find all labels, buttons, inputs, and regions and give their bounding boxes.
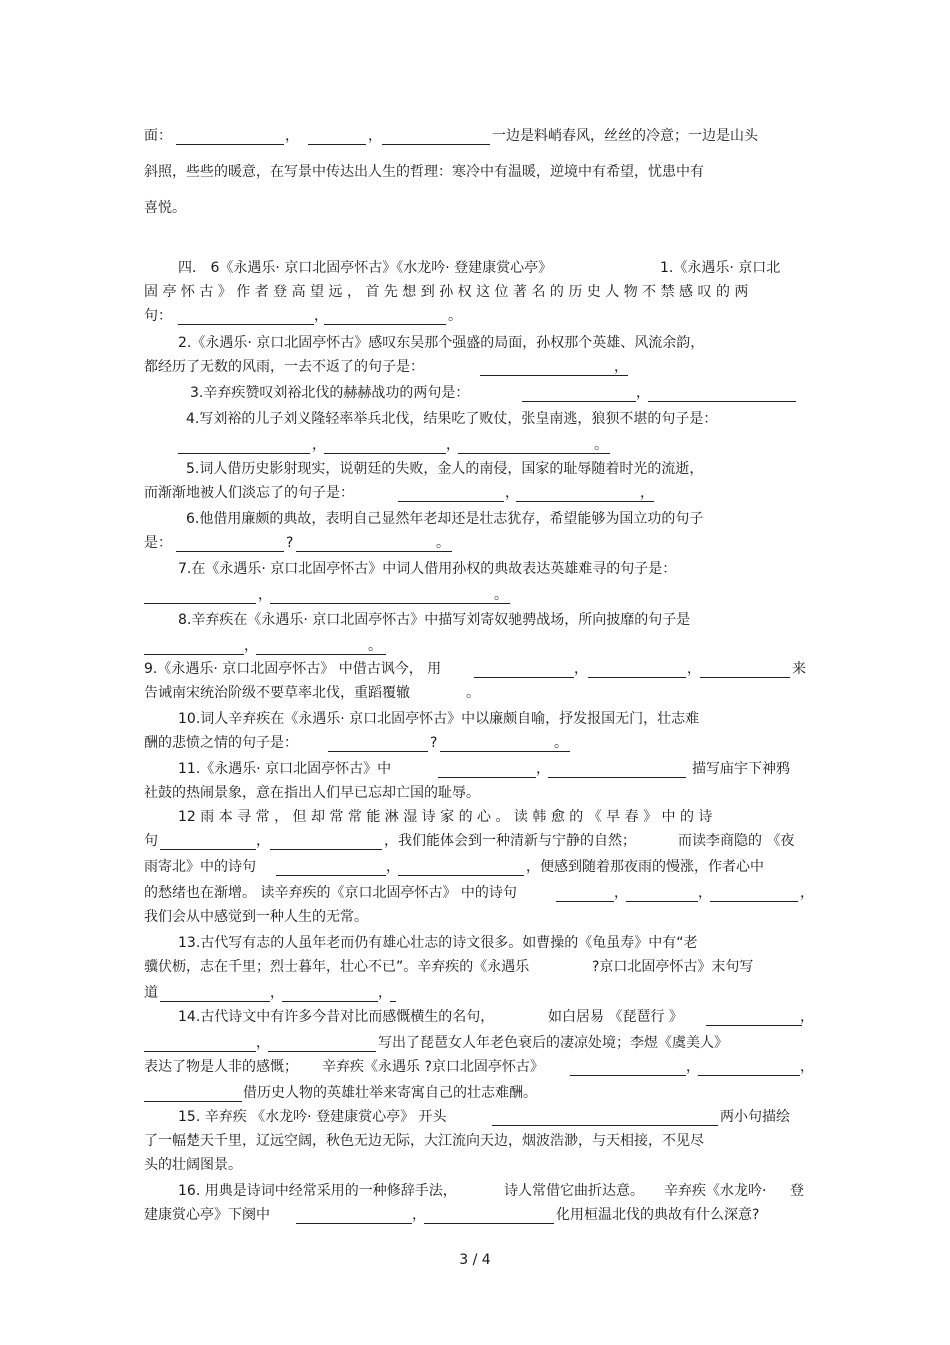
- text-line: 头的壮阔图景。: [144, 1157, 242, 1173]
- answer-blank[interactable]: [474, 677, 574, 678]
- text-line: 。: [554, 735, 568, 751]
- text-line: ，: [378, 985, 392, 1001]
- answer-blank[interactable]: [438, 777, 536, 778]
- text-line: 而渐渐地被人们淡忘了的句子是：: [144, 485, 354, 501]
- answer-blank[interactable]: [268, 1051, 376, 1052]
- text-line: ，: [574, 661, 588, 677]
- text-line: ，我们能体会到一种清新与宁静的自然；: [384, 833, 636, 849]
- answer-blank[interactable]: [328, 751, 428, 752]
- answer-blank[interactable]: [160, 849, 256, 850]
- text-line: ，: [258, 587, 272, 603]
- text-line: ，便感到随着那夜雨的慢涨，作者心中: [526, 859, 764, 875]
- answer-blank[interactable]: [324, 324, 446, 325]
- answer-blank[interactable]: [480, 375, 628, 376]
- text-line: 14.古代诗文中有许多今昔对比而感慨横生的名句，: [178, 1009, 495, 1025]
- text-line: ，: [368, 128, 382, 144]
- text-line: 如白居易 《琵琶行 》: [548, 1009, 683, 1025]
- text-line: ，: [256, 1035, 270, 1051]
- text-line: 两小句描绘: [720, 1109, 790, 1125]
- text-line: 8.辛弃疾在《永遇乐· 京口北固亭怀古》中描写刘寄奴驰骋战场，所向披靡的句子是: [178, 612, 691, 628]
- answer-blank[interactable]: [440, 751, 570, 752]
- text-line: 6.他借用廉颇的典故，表明自己显然年老却还是壮志犹存，希望能够为国立功的句子: [186, 511, 704, 527]
- text-line: 。: [368, 638, 382, 654]
- text-line: ?: [430, 735, 438, 751]
- text-line: ，: [686, 1059, 700, 1075]
- text-line: 12 雨 本 寻 常 ， 但 却 常 常 能 淋 湿 诗 家 的 心 。 读 韩 愈 的 《 早 春 》 中 的 诗: [178, 809, 713, 825]
- text-line: ，: [505, 485, 519, 501]
- answer-blank[interactable]: [516, 501, 654, 502]
- answer-blank[interactable]: [144, 1051, 256, 1052]
- text-line: ，: [698, 885, 712, 901]
- text-line: ，: [446, 437, 460, 453]
- text-line: 9.《永遇乐· 京口北固亭怀古》 中借古讽今， 用: [144, 661, 442, 677]
- text-line: 的愁绪也在渐增。 读辛弃疾的《京口北固亭怀古》 中的诗句: [144, 885, 517, 901]
- text-line: 3.辛弃疾赞叹刘裕北伐的赫赫战功的两句是：: [190, 385, 470, 401]
- answer-blank[interactable]: [176, 551, 284, 552]
- text-line: ，: [536, 761, 550, 777]
- text-line: 一边是料峭春风，丝丝的冷意；一边是山头: [492, 128, 758, 144]
- answer-blank[interactable]: [176, 144, 284, 145]
- answer-blank[interactable]: [382, 144, 490, 145]
- text-line: 10.词人辛弃疾在《永遇乐· 京口北固亭怀古》中以廉颇自喻，抒发报国无门，壮志难: [178, 711, 700, 727]
- text-line: 句：: [144, 308, 172, 324]
- text-line: 描写庙宇下神鸦: [692, 761, 790, 777]
- text-line: 辛弃疾《永遇乐 ?京口北固亭怀古》: [322, 1059, 544, 1075]
- answer-blank[interactable]: [144, 654, 244, 655]
- text-line: ，: [285, 128, 299, 144]
- text-line: ，: [412, 1207, 426, 1223]
- answer-blank[interactable]: [556, 901, 614, 902]
- text-line: 。: [594, 437, 608, 453]
- text-line: ，: [800, 1059, 814, 1075]
- answer-blank[interactable]: [648, 401, 796, 402]
- answer-blank[interactable]: [548, 777, 686, 778]
- text-line: 1.《永遇乐· 京口北: [660, 260, 781, 276]
- text-line: 13.古代写有志的人虽年老而仍有雄心壮志的诗文很多。如曹操的《龟虽寿》中有“老: [178, 935, 698, 951]
- text-line: 道: [144, 985, 158, 1001]
- answer-blank[interactable]: [700, 677, 790, 678]
- text-line: 来: [792, 661, 806, 677]
- text-line: 了一幅楚天千里，辽远空阔，秋色无边无际，大江流向天边，烟波浩渺，与天相接，不见尽: [144, 1133, 704, 1149]
- text-line: 建康赏心亭》下阕中: [144, 1207, 270, 1223]
- text-line: 诗人常借它曲折达意。: [504, 1183, 644, 1199]
- text-line: 。: [436, 535, 450, 551]
- text-line: 2.《永遇乐· 京口北固亭怀古》感叹东吴那个强盛的局面，孙权那个英雄、风流余韵，: [178, 335, 705, 351]
- text-line: 7.在《永遇乐· 京口北固亭怀古》中词人借用孙权的典故表达英雄难寻的句子是：: [178, 561, 677, 577]
- text-line: 登: [790, 1183, 804, 1199]
- answer-blank[interactable]: [270, 603, 510, 604]
- answer-blank[interactable]: [492, 1125, 718, 1126]
- answer-blank[interactable]: [570, 1075, 686, 1076]
- text-line: ，: [244, 638, 258, 654]
- answer-blank[interactable]: [296, 1223, 412, 1224]
- page-number: 3 / 4: [459, 1252, 491, 1268]
- text-line: 面：: [144, 128, 172, 144]
- answer-blank[interactable]: [398, 875, 524, 876]
- text-line: ，: [314, 308, 328, 324]
- answer-blank[interactable]: [324, 453, 446, 454]
- text-line: 我们会从中感觉到一种人生的无常。: [144, 909, 368, 925]
- text-line: ，: [614, 359, 628, 375]
- text-line: 4.写刘裕的儿子刘义隆轻率举兵北伐，结果吃了败仗，张皇南逃，狼狈不堪的句子是：: [186, 411, 718, 427]
- answer-blank[interactable]: [178, 324, 314, 325]
- text-line: 都经历了无数的风雨，一去不返了的句子是：: [144, 359, 424, 375]
- text-line: 11.《永遇乐· 京口北固亭怀古》中: [178, 761, 392, 777]
- answer-blank[interactable]: [458, 453, 610, 454]
- text-line: 借历史人物的英雄壮举来寄寓自己的壮志难酬。: [243, 1085, 537, 1101]
- answer-blank[interactable]: [706, 1025, 802, 1026]
- answer-blank[interactable]: [626, 901, 698, 902]
- text-line: ，: [386, 859, 400, 875]
- text-line: ，: [800, 1009, 814, 1025]
- answer-blank[interactable]: [282, 1001, 378, 1002]
- text-line: 四． 6《永遇乐· 京口北固亭怀古》《水龙吟· 登建康赏心亭》: [178, 260, 553, 276]
- answer-blank[interactable]: [522, 401, 636, 402]
- text-line: 喜悦。: [144, 200, 186, 216]
- text-line: 而读李商隐的 《夜: [678, 833, 795, 849]
- answer-blank[interactable]: [398, 501, 504, 502]
- text-line: 。: [494, 587, 508, 603]
- answer-blank[interactable]: [178, 453, 310, 454]
- text-line: ?京口北固亭怀古》末句写: [592, 959, 754, 975]
- text-line: 告诫南宋统治阶级不要草率北伐，重蹈覆辙: [144, 685, 410, 701]
- text-line: ，: [640, 485, 654, 501]
- text-line: 表达了物是人非的感慨；: [144, 1059, 298, 1075]
- answer-blank[interactable]: [308, 144, 366, 145]
- text-line: 句: [144, 833, 158, 849]
- answer-blank[interactable]: [270, 849, 382, 850]
- answer-blank[interactable]: [256, 654, 386, 655]
- text-line: ，: [256, 833, 270, 849]
- answer-blank[interactable]: [276, 875, 386, 876]
- text-line: 固 亭 怀 古 》 作 者 登 高 望 远 ， 首 先 想 到 孙 权 这 位 著 名 的 历 史 人 物 不 禁 感 叹 的 两: [144, 284, 749, 300]
- text-line: 5.词人借历史影射现实，说朝廷的失败，金人的南侵，国家的耻辱随着时光的流逝，: [186, 461, 704, 477]
- answer-blank[interactable]: [588, 677, 686, 678]
- text-line: 16. 用典是诗词中经常采用的一种修辞手法，: [178, 1183, 457, 1199]
- text-line: 社鼓的热闹景象，意在指出人们早已忘却亡国的耻辱。: [144, 785, 480, 801]
- text-line: ?: [286, 535, 294, 551]
- text-line: 辛弃疾《水龙吟·: [664, 1183, 767, 1199]
- text-line: ，: [800, 885, 814, 901]
- text-line: 15. 辛弃疾 《水龙吟· 登建康赏心亭》 开头: [178, 1109, 447, 1125]
- answer-blank[interactable]: [424, 1223, 554, 1224]
- answer-blank[interactable]: [144, 1101, 242, 1102]
- text-line: 雨寄北》中的诗句: [144, 859, 256, 875]
- answer-blank[interactable]: [698, 1075, 800, 1076]
- text-line: ，: [614, 885, 628, 901]
- text-line: ，: [312, 437, 326, 453]
- text-line: 写出了琵琶女人年老色衰后的凄凉处境；李煜《虞美人》: [378, 1035, 728, 1051]
- text-line: 化用桓温北伐的典故有什么深意?: [556, 1207, 760, 1223]
- text-line: ，: [636, 385, 650, 401]
- answer-blank[interactable]: [710, 901, 798, 902]
- answer-blank[interactable]: [296, 551, 452, 552]
- text-line: ，: [270, 985, 284, 1001]
- text-line: 。: [466, 685, 480, 701]
- text-line: 。: [448, 308, 462, 324]
- answer-blank[interactable]: [144, 603, 256, 604]
- text-line: 酬的悲愤之情的句子是：: [144, 735, 298, 751]
- answer-blank[interactable]: [160, 1001, 270, 1002]
- text-line: 是：: [144, 535, 172, 551]
- text-line: 斜照，些些的暖意，在写景中传达出人生的哲理：寒冷中有温暖，逆境中有希望，忧患中有: [144, 164, 704, 180]
- text-line: ，: [687, 661, 701, 677]
- text-line: 骥伏枥，志在千里；烈士暮年，壮心不已”。辛弃疾的《永遇乐: [144, 959, 530, 975]
